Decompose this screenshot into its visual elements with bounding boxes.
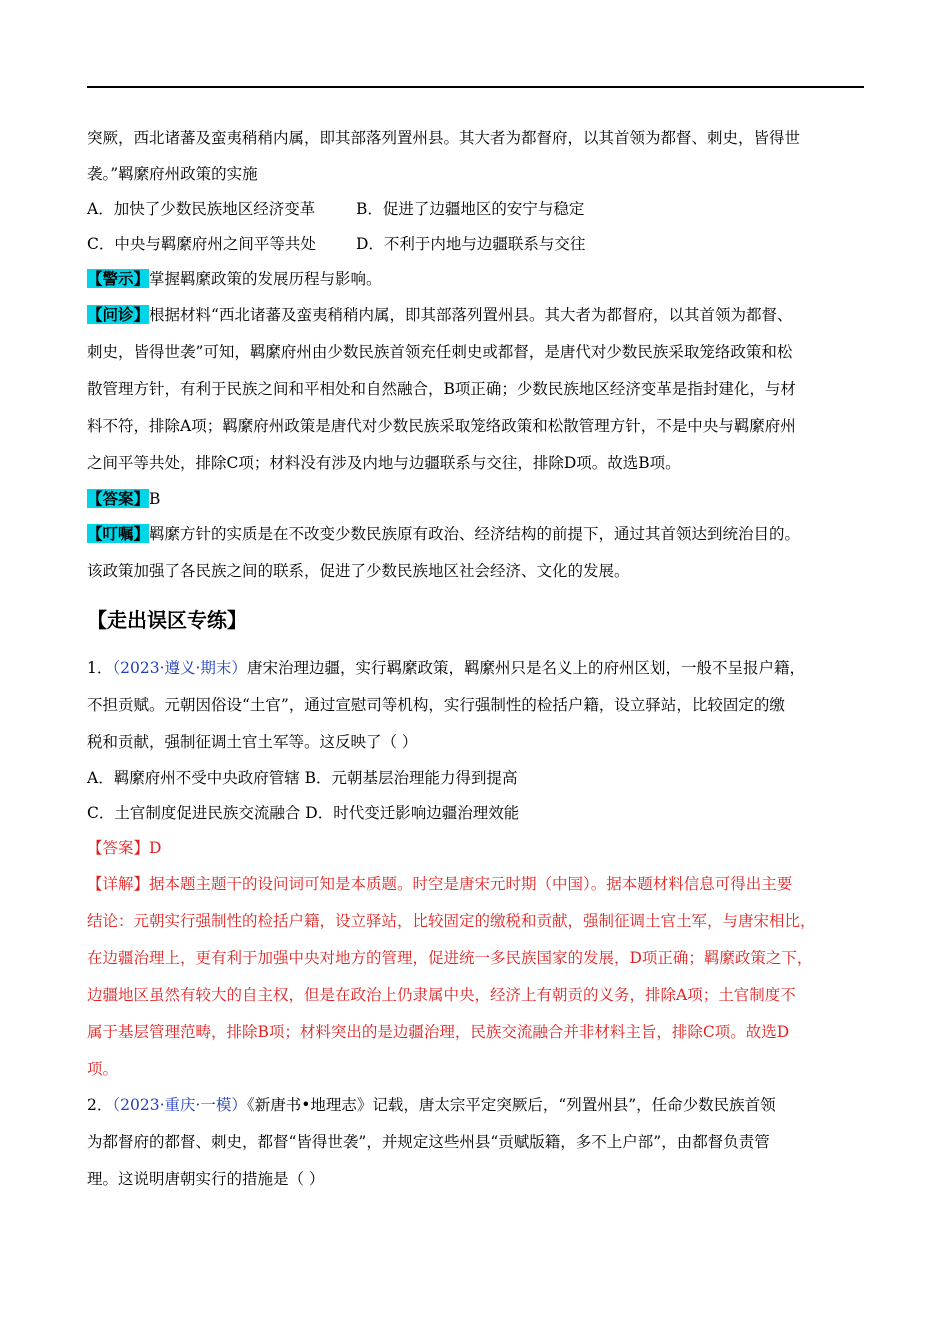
q1-detail-line-6: 项。: [87, 1060, 119, 1078]
intro-option-b: B．促进了边疆地区的安宁与稳定: [356, 200, 585, 218]
q1-number: 1．: [87, 659, 113, 677]
reminder-line-1: [87, 523, 800, 545]
warning-text: 掌握羁縻政策的发展历程与影响。: [149, 270, 382, 288]
q1-text-1: 唐宋治理边疆，实行羁縻政策，羁縻州只是名义上的府州区划，一般不呈报户籍，: [246, 659, 805, 677]
diagnosis-line-2: 刺史，皆得世袭”可知，羁縻府州由少数民族首领充任刺史或都督，是唐代对少数民族采取笼络政策和松: [87, 343, 793, 361]
diagnosis-tag: 【问诊】: [87, 305, 150, 324]
q2-number: 2．: [87, 1096, 113, 1114]
reminder-tag: 【叮嘱】: [87, 524, 150, 543]
q1-source: （2023·遵义·期末）: [112, 659, 247, 677]
answer-value: B: [149, 490, 161, 508]
q2-text-1: 《新唐书•地理志》记载，唐太宗平定突厥后，“列置州县”，任命少数民族首领: [246, 1096, 776, 1114]
q1-detail-line-4: 边疆地区虽然有较大的自主权，但是在政治上仍隶属中央，经济上有朝贡的义务，排除A项；土官制度不: [87, 986, 796, 1004]
q2-line-1: [87, 1094, 776, 1116]
answer-tag: 【答案】: [87, 489, 150, 508]
warning-tag: 【警示】: [87, 269, 150, 288]
reminder-text-1: 羁縻方针的实质是在不改变少数民族原有政治、经济结构的前提下，通过其首领达到统治目的。: [149, 525, 801, 543]
warning-line: [87, 268, 382, 290]
intro-option-c: C．中央与羁縻府州之间平等共处: [87, 235, 316, 253]
intro-option-d: D．不利于内地与边疆联系与交往: [356, 235, 586, 253]
q1-detail-text-1: 据本题主题干的设问词可知是本质题。时空是唐宋元时期（中国）。据本题材料信息可得出主要: [149, 875, 793, 893]
section-title: 【走出误区专练】: [87, 608, 247, 632]
intro-line-2: 袭。”羁縻府州政策的实施: [87, 165, 258, 183]
q1-line-3: 税和贡献，强制征调土官土军等。这反映了（ ）: [87, 733, 418, 751]
q2-line-2: 为都督府的都督、刺史，都督“皆得世袭”，并规定这些州县“贡赋版籍，多不上户部”，由都督负责管: [87, 1133, 770, 1151]
q1-line-1: [87, 657, 805, 679]
q1-detail-line-3: 在边疆治理上，更有利于加强中央对地方的管理，促进统一多民族国家的发展，D项正确；羁縻政策之下，: [87, 949, 813, 967]
intro-option-a: A．加快了少数民族地区经济变革: [87, 200, 316, 218]
q1-options-cd: C．土官制度促进民族交流融合 D．时代变迁影响边疆治理效能: [87, 804, 520, 822]
answer-line: [87, 488, 160, 510]
q1-detail-line-2: 结论：元朝实行强制性的检括户籍，设立驿站，比较固定的缴税和贡献，强制征调土官土军，与唐宋相比，: [87, 912, 816, 930]
q1-detail-line-1: [87, 873, 792, 895]
reminder-line-2: 该政策加强了各民族之间的联系，促进了少数民族地区社会经济、文化的发展。: [87, 562, 630, 580]
diagnosis-line-1: [87, 304, 792, 326]
diagnosis-text-1: 根据材料“西北诸蕃及蛮夷稍稍内属，即其部落列置州县。其大者为都督府，以其首领为都督、: [149, 306, 793, 324]
diagnosis-line-4: 料不符，排除A项；羁縻府州政策是唐代对少数民族采取笼络政策和松散管理方针，不是中央与羁縻府州: [87, 417, 796, 435]
intro-line-1: 突厥，西北诸蕃及蛮夷稍稍内属，即其部落列置州县。其大者为都督府，以其首领为都督、刺史，皆得世: [87, 129, 801, 147]
diagnosis-line-5: 之间平等共处，排除C项；材料没有涉及内地与边疆联系与交往，排除D项。故选B项。: [87, 454, 681, 472]
q1-detail-line-5: 属于基层管理范畴，排除B项；材料突出的是边疆治理，民族交流融合并非材料主旨，排除C项。故选D: [87, 1023, 790, 1041]
diagnosis-line-3: 散管理方针，有利于民族之间和平相处和自然融合，B项正确；少数民族地区经济变革是指封建化，与材: [87, 380, 796, 398]
header-rule: [87, 86, 864, 88]
q2-line-3: 理。这说明唐朝实行的措施是（ ）: [87, 1170, 325, 1188]
q2-source: （2023·重庆·一模）: [112, 1096, 247, 1114]
q1-options-ab: A．羁縻府州不受中央政府管辖 B．元朝基层治理能力得到提高: [87, 769, 518, 787]
q1-answer-value: D: [149, 839, 162, 857]
q1-detail-tag: 【详解】: [87, 875, 150, 893]
q1-line-2: 不担贡赋。元朝因俗设“土官”，通过宣慰司等机构，实行强制性的检括户籍，设立驿站，比较固定的缴: [87, 696, 785, 714]
q1-answer-line: [87, 837, 161, 859]
q1-answer-tag: 【答案】: [87, 839, 150, 857]
